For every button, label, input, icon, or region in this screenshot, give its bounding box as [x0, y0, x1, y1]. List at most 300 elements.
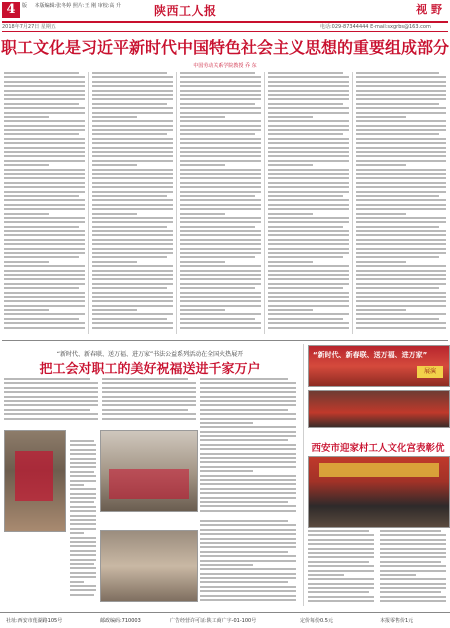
- text-line: [308, 530, 369, 532]
- text-line: [92, 76, 173, 78]
- text-line: [356, 81, 446, 83]
- page-label: [22, 3, 121, 9]
- event-photo-second: [308, 390, 450, 428]
- text-line: [356, 322, 446, 324]
- text-line: [92, 94, 173, 96]
- text-line: [92, 213, 137, 215]
- text-line: [308, 570, 374, 572]
- text-line: [268, 239, 349, 241]
- text-line: [4, 169, 85, 171]
- text-line: [92, 182, 173, 184]
- sign-board: 展演: [417, 366, 443, 378]
- text-line: [268, 116, 313, 118]
- text-line: [268, 313, 349, 315]
- text-line: [200, 404, 296, 406]
- text-line: [4, 413, 98, 415]
- side-article-column-2: [380, 530, 446, 605]
- text-line: [356, 151, 446, 153]
- text-line: [268, 270, 349, 272]
- text-line: [200, 391, 296, 393]
- text-line: [92, 309, 137, 311]
- text-line: [92, 160, 173, 162]
- text-line: [200, 510, 296, 512]
- masthead: [0, 0, 450, 22]
- text-line: [308, 556, 374, 558]
- text-line: [102, 396, 196, 398]
- text-line: [200, 431, 296, 433]
- text-line: [180, 322, 261, 324]
- text-line: [4, 283, 85, 285]
- text-line: [180, 230, 261, 232]
- text-line: [268, 283, 349, 285]
- text-line: [4, 327, 85, 329]
- text-line: [200, 492, 296, 494]
- main-article-column-3: [180, 72, 261, 331]
- main-article-column-5: [356, 72, 446, 331]
- text-line: [268, 204, 349, 206]
- text-line: [180, 221, 261, 223]
- text-line: [268, 265, 349, 267]
- text-line: [70, 501, 94, 503]
- text-line: [4, 387, 98, 389]
- text-line: [4, 138, 85, 140]
- column-divider: [176, 72, 177, 334]
- feature-column-2: [102, 378, 196, 422]
- text-line: [356, 221, 446, 223]
- text-line: [180, 300, 261, 302]
- text-line: [70, 440, 94, 442]
- text-line: [180, 164, 225, 166]
- page-label-text: 版: [22, 3, 28, 9]
- text-line: [70, 550, 96, 552]
- text-line: [4, 226, 79, 228]
- text-line: [200, 444, 296, 446]
- text-line: [268, 318, 343, 320]
- text-line: [200, 564, 253, 566]
- text-line: [4, 391, 98, 393]
- text-line: [380, 539, 446, 541]
- text-line: [268, 322, 349, 324]
- text-line: [92, 322, 173, 324]
- text-line: [380, 596, 446, 598]
- text-line: [380, 565, 446, 567]
- feature-column-1: [4, 378, 98, 422]
- column-divider: [352, 72, 353, 334]
- text-line: [380, 587, 446, 589]
- text-line: [268, 278, 349, 280]
- text-line: [70, 589, 96, 591]
- text-line: [200, 590, 296, 592]
- text-line: [200, 396, 296, 398]
- text-line: [268, 195, 343, 197]
- text-line: [268, 305, 349, 307]
- text-line: [102, 409, 188, 411]
- text-line: [70, 554, 96, 556]
- text-line: [4, 278, 85, 280]
- text-line: [380, 578, 446, 580]
- text-line: [200, 378, 288, 380]
- text-line: [308, 539, 374, 541]
- text-line: [4, 120, 85, 122]
- text-line: [268, 169, 349, 171]
- text-line: [356, 182, 446, 184]
- text-line: [70, 559, 96, 561]
- text-line: [4, 182, 85, 184]
- text-line: [268, 208, 349, 210]
- side-headline: 西安市迎家村工人文化宫表彰优: [311, 443, 445, 454]
- text-line: [92, 177, 173, 179]
- text-line: [180, 274, 261, 276]
- text-line: [180, 107, 261, 109]
- text-line: [200, 483, 296, 485]
- text-line: [268, 230, 349, 232]
- text-line: [180, 160, 261, 162]
- text-line: [356, 72, 439, 74]
- text-line: [268, 138, 349, 140]
- text-line: [4, 313, 85, 315]
- text-line: [180, 98, 261, 100]
- text-line: [180, 76, 261, 78]
- text-line: [356, 199, 446, 201]
- text-line: [92, 217, 173, 219]
- text-line: [200, 422, 253, 424]
- text-line: [4, 309, 49, 311]
- text-line: [180, 327, 261, 329]
- text-line: [180, 261, 225, 263]
- text-line: [70, 515, 96, 517]
- text-line: [4, 243, 85, 245]
- text-line: [4, 173, 85, 175]
- text-line: [70, 528, 96, 530]
- text-line: [180, 239, 261, 241]
- text-line: [4, 125, 85, 127]
- text-line: [70, 480, 96, 482]
- text-line: [70, 471, 94, 473]
- text-line: [70, 497, 96, 499]
- main-article-column-4: [268, 72, 349, 331]
- text-line: [102, 382, 196, 384]
- text-line: [4, 155, 85, 157]
- text-line: [70, 532, 84, 534]
- text-line: [268, 296, 349, 298]
- text-line: [268, 112, 349, 114]
- text-line: [356, 125, 446, 127]
- text-line: [4, 94, 85, 96]
- text-line: [200, 439, 288, 441]
- main-headline: 职工文化是习近平新时代中国特色社会主义思想的重要组成部分: [0, 38, 449, 57]
- text-line: [308, 574, 344, 576]
- page-number: 4: [2, 2, 20, 18]
- text-line: [200, 586, 296, 588]
- text-line: [268, 261, 313, 263]
- text-line: [380, 543, 446, 545]
- text-line: [180, 151, 261, 153]
- calligraphy-photo-bottom: [100, 530, 198, 602]
- text-line: [4, 217, 85, 219]
- text-line: [200, 546, 296, 548]
- text-line: [70, 466, 96, 468]
- text-line: [356, 76, 446, 78]
- text-line: [380, 534, 446, 536]
- text-line: [70, 572, 96, 574]
- text-line: [180, 256, 255, 258]
- text-line: [308, 552, 374, 554]
- text-line: [4, 292, 85, 294]
- text-line: [180, 112, 261, 114]
- text-line: [180, 195, 255, 197]
- text-line: [180, 292, 261, 294]
- text-line: [70, 537, 96, 539]
- text-line: [356, 318, 439, 320]
- text-line: [308, 583, 374, 585]
- text-line: [268, 186, 349, 188]
- text-line: [180, 217, 261, 219]
- text-line: [4, 256, 79, 258]
- text-line: [200, 448, 296, 450]
- text-line: [4, 76, 85, 78]
- text-line: [268, 226, 343, 228]
- stage-banner: [319, 463, 439, 477]
- text-line: [180, 313, 261, 315]
- text-line: [92, 287, 167, 289]
- text-line: [200, 595, 296, 597]
- text-line: [180, 85, 261, 87]
- calligraphy-photo-left: [4, 430, 66, 532]
- text-line: [92, 129, 173, 131]
- text-line: [268, 103, 343, 105]
- text-line: [4, 195, 79, 197]
- text-line: [180, 142, 261, 144]
- text-line: [356, 94, 446, 96]
- text-line: [200, 568, 296, 570]
- text-line: [180, 138, 261, 140]
- editor-contact: 电话:029-87344444 E-mail:sxgrbs@163.com: [320, 24, 431, 30]
- text-line: [4, 261, 49, 263]
- text-line: [4, 404, 98, 406]
- text-line: [70, 563, 94, 565]
- text-line: [92, 270, 173, 272]
- text-line: [102, 378, 188, 380]
- text-line: [4, 239, 85, 241]
- text-line: [92, 98, 173, 100]
- text-line: [380, 591, 441, 593]
- text-line: [356, 305, 446, 307]
- text-line: [268, 98, 349, 100]
- text-line: [92, 318, 167, 320]
- text-line: [268, 160, 349, 162]
- text-line: [180, 125, 261, 127]
- text-line: [180, 103, 255, 105]
- feature-bottom-column: [200, 520, 296, 603]
- text-line: [200, 461, 296, 463]
- text-line: [200, 413, 296, 415]
- text-line: [70, 510, 96, 512]
- text-line: [92, 204, 173, 206]
- text-line: [4, 378, 90, 380]
- text-line: [180, 90, 261, 92]
- section-rule: [2, 340, 448, 341]
- text-line: [4, 230, 85, 232]
- text-line: [268, 309, 313, 311]
- text-line: [92, 221, 173, 223]
- text-line: [4, 72, 79, 74]
- text-line: [4, 274, 85, 276]
- text-line: [200, 599, 296, 601]
- red-couplet-paper: [15, 451, 53, 501]
- text-line: [356, 85, 446, 87]
- text-line: [180, 270, 261, 272]
- text-line: [180, 287, 255, 289]
- text-line: [92, 164, 137, 166]
- masthead-rule-thin: [2, 31, 448, 32]
- text-line: [4, 409, 90, 411]
- text-line: [356, 98, 446, 100]
- text-line: [268, 292, 349, 294]
- text-line: [380, 552, 446, 554]
- text-line: [268, 182, 349, 184]
- text-line: [70, 506, 96, 508]
- text-line: [356, 274, 446, 276]
- text-line: [268, 199, 349, 201]
- text-line: [92, 256, 167, 258]
- text-line: [180, 278, 261, 280]
- text-line: [180, 208, 261, 210]
- text-line: [180, 265, 261, 267]
- text-line: [4, 129, 85, 131]
- text-line: [92, 116, 137, 118]
- text-line: [92, 243, 173, 245]
- text-line: [102, 404, 196, 406]
- text-line: [92, 120, 173, 122]
- text-line: [268, 94, 349, 96]
- text-line: [268, 234, 349, 236]
- text-line: [356, 160, 446, 162]
- text-line: [180, 129, 261, 131]
- text-line: [356, 90, 446, 92]
- text-line: [356, 195, 439, 197]
- text-line: [356, 252, 446, 254]
- main-article-column-1: [4, 72, 85, 331]
- text-line: [356, 213, 406, 215]
- text-line: [92, 292, 173, 294]
- text-line: [380, 561, 441, 563]
- text-line: [380, 600, 446, 602]
- text-line: [356, 120, 446, 122]
- text-line: [4, 191, 85, 193]
- date-line: 2018年7月27日 星期五: [2, 24, 56, 30]
- event-photo-top: [308, 345, 450, 387]
- text-line: [308, 578, 374, 580]
- paper-name: 陕西工人报: [154, 4, 217, 18]
- text-line: [200, 555, 296, 557]
- text-line: [4, 213, 49, 215]
- text-line: [356, 191, 446, 193]
- text-line: [92, 186, 173, 188]
- text-line: [92, 169, 173, 171]
- text-line: [200, 497, 296, 499]
- text-line: [4, 98, 85, 100]
- footer-address: 社址:西安市莲湖路105号: [6, 618, 63, 624]
- text-line: [180, 199, 261, 201]
- text-line: [92, 248, 173, 250]
- text-line: [356, 287, 439, 289]
- text-line: [180, 72, 255, 74]
- text-line: [180, 296, 261, 298]
- text-line: [268, 287, 343, 289]
- text-line: [4, 318, 79, 320]
- text-line: [356, 256, 439, 258]
- text-line: [180, 283, 261, 285]
- text-line: [70, 475, 96, 477]
- text-line: [4, 265, 85, 267]
- text-line: [180, 155, 261, 157]
- text-line: [356, 234, 446, 236]
- text-line: [4, 322, 85, 324]
- text-line: [92, 208, 173, 210]
- text-line: [268, 151, 349, 153]
- calligraphy-photo-center: [100, 430, 198, 512]
- text-line: [92, 195, 167, 197]
- text-line: [268, 256, 343, 258]
- text-line: [92, 72, 167, 74]
- text-line: [180, 252, 261, 254]
- text-line: [356, 164, 406, 166]
- text-line: [180, 173, 261, 175]
- text-line: [200, 488, 296, 490]
- text-line: [92, 230, 173, 232]
- text-line: [308, 543, 374, 545]
- text-line: [380, 583, 446, 585]
- text-line: [4, 133, 79, 135]
- text-line: [70, 581, 84, 583]
- text-line: [356, 103, 439, 105]
- text-line: [70, 449, 96, 451]
- text-line: [268, 248, 349, 250]
- column-divider: [303, 344, 304, 606]
- text-line: [4, 204, 85, 206]
- footer-price: 定价每份0.5元: [300, 618, 333, 624]
- text-line: [200, 457, 296, 459]
- text-line: [180, 226, 255, 228]
- text-line: [268, 125, 349, 127]
- text-line: [4, 296, 85, 298]
- text-line: [356, 270, 446, 272]
- text-line: [308, 587, 374, 589]
- text-line: [200, 551, 288, 553]
- footer-postcode: 邮政编码:710003: [100, 618, 141, 624]
- text-line: [268, 164, 313, 166]
- text-line: [268, 142, 349, 144]
- text-line: [4, 112, 85, 114]
- text-line: [268, 107, 349, 109]
- text-line: [180, 182, 261, 184]
- text-line: [92, 265, 173, 267]
- text-line: [356, 217, 446, 219]
- text-line: [180, 169, 261, 171]
- text-line: [268, 133, 343, 135]
- text-line: [200, 470, 253, 472]
- text-line: [92, 112, 173, 114]
- text-line: [180, 191, 261, 193]
- text-line: [4, 252, 85, 254]
- footer: [0, 612, 450, 627]
- feature-column-3: [200, 378, 296, 514]
- text-line: [356, 204, 446, 206]
- text-line: [356, 292, 446, 294]
- text-line: [200, 538, 296, 540]
- text-line: [200, 573, 296, 575]
- text-line: [356, 265, 446, 267]
